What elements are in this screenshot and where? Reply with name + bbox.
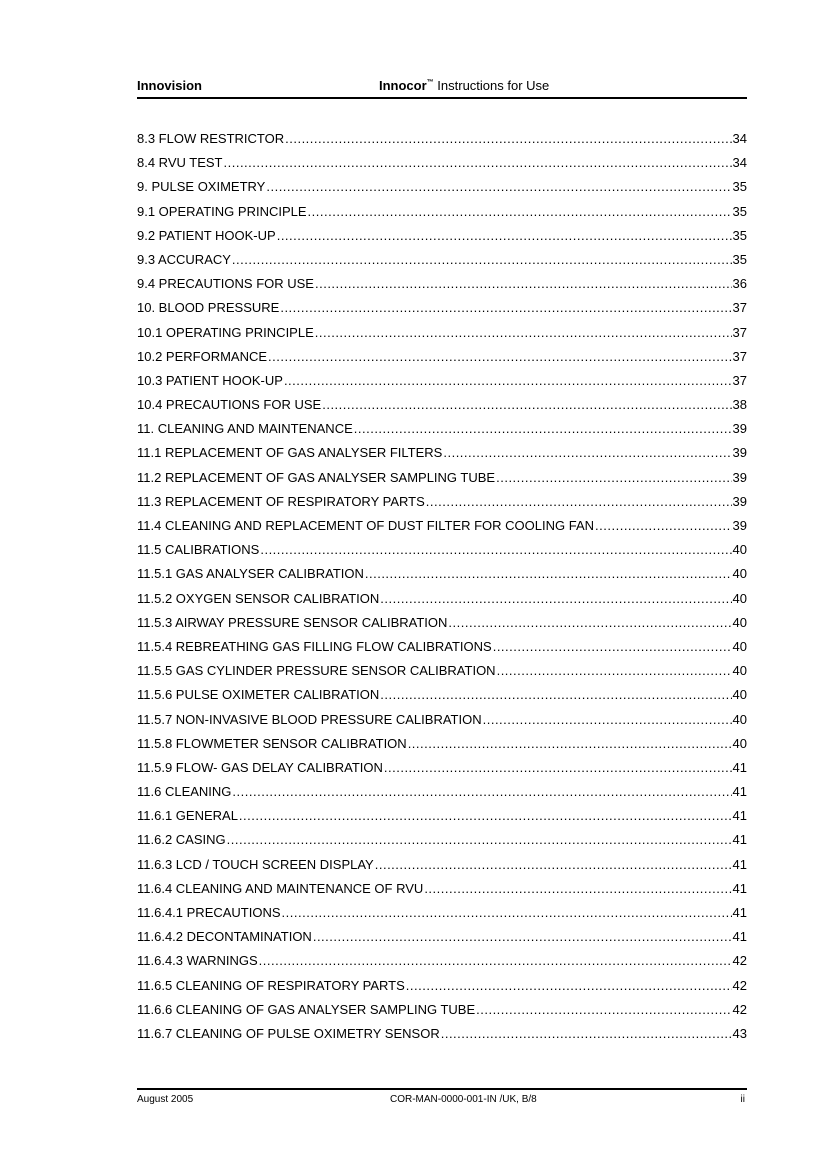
toc-entry-page: 42	[732, 977, 747, 993]
toc-dot-leader	[315, 274, 732, 294]
toc-entry-page: 39	[732, 445, 747, 461]
toc-entry-title: 11.6.5 CLEANING OF RESPIRATORY PARTS	[137, 977, 405, 993]
footer-document-number: COR-MAN-0000-001-IN /UK, B/8	[390, 1094, 537, 1105]
toc-entry-title: 11.5.6 PULSE OXIMETER CALIBRATION	[137, 687, 380, 703]
toc-entry-page: 38	[732, 397, 747, 413]
toc-dot-leader	[375, 855, 732, 875]
toc-entry-title: 9.4 PRECAUTIONS FOR USE	[137, 276, 314, 292]
toc-entry-title: 11.6.3 LCD / TOUCH SCREEN DISPLAY	[137, 856, 374, 872]
toc-entry[interactable]	[137, 637, 747, 661]
toc-entry-title: 11.5.2 OXYGEN SENSOR CALIBRATION	[137, 590, 380, 606]
toc-dot-leader	[493, 637, 732, 657]
page-footer	[137, 1088, 747, 1110]
toc-entry-title: 9.2 PATIENT HOOK-UP	[137, 227, 276, 243]
toc-entry[interactable]	[137, 564, 747, 588]
toc-entry[interactable]	[137, 879, 747, 903]
toc-entry-title: 9.1 OPERATING PRINCIPLE	[137, 203, 307, 219]
toc-entry[interactable]	[137, 685, 747, 709]
toc-entry-page: 40	[732, 542, 747, 558]
toc-entry[interactable]	[137, 153, 747, 177]
toc-entry-title: 11.1 REPLACEMENT OF GAS ANALYSER FILTERS	[137, 445, 443, 461]
toc-entry-page: 40	[732, 566, 747, 582]
toc-entry-title: 8.3 FLOW RESTRICTOR	[137, 131, 285, 146]
toc-entry-page: 37	[732, 324, 747, 340]
toc-entry-title: 11.6.2 CASING	[137, 832, 226, 848]
toc-entry-title: 11.6.6 CLEANING OF GAS ANALYSER SAMPLING TUBE	[137, 1001, 476, 1017]
toc-entry-page: 35	[732, 251, 747, 267]
toc-dot-leader	[227, 830, 732, 850]
toc-dot-leader	[595, 516, 732, 536]
toc-dot-leader	[380, 685, 731, 705]
toc-entry-page: 34	[732, 155, 747, 171]
toc-entry-page: 43	[732, 1025, 747, 1041]
toc-entry-title: 11.6.4.1 PRECAUTIONS	[137, 905, 281, 920]
toc-entry-title: 11.2 REPLACEMENT OF GAS ANALYSER SAMPLING TUBE	[137, 469, 496, 485]
toc-entry-page: 42	[732, 953, 747, 969]
toc-entry-page: 39	[732, 469, 747, 485]
toc-entry-page: 35	[732, 203, 747, 219]
toc-dot-leader	[282, 903, 732, 923]
toc-entry-title: 11.5 CALIBRATIONS	[137, 542, 260, 558]
toc-entry-page: 40	[732, 735, 747, 751]
toc-entry-title: 11.3 REPLACEMENT OF RESPIRATORY PARTS	[137, 493, 425, 509]
toc-entry-title: 11.6.4.2 DECONTAMINATION	[137, 929, 312, 945]
toc-entry-page: 36	[732, 276, 747, 292]
toc-dot-leader	[406, 976, 732, 996]
toc-dot-leader	[497, 661, 732, 681]
toc-dot-leader	[285, 129, 731, 149]
toc-entry[interactable]	[137, 419, 747, 443]
toc-entry-title: 11.6 CLEANING	[137, 784, 232, 800]
company-name: Innovision	[137, 78, 202, 93]
toc-dot-leader	[284, 371, 732, 391]
toc-entry-title: 11. CLEANING AND MAINTENANCE	[137, 421, 353, 437]
toc-dot-leader	[280, 298, 731, 318]
toc-entry-page: 37	[732, 300, 747, 316]
footer-page-number: ii	[740, 1094, 745, 1105]
toc-entry-title: 10.2 PERFORMANCE	[137, 348, 268, 364]
toc-entry-page: 39	[732, 421, 747, 437]
table-of-contents	[137, 129, 747, 1048]
footer-date: August 2005	[137, 1094, 194, 1105]
toc-entry[interactable]	[137, 903, 747, 927]
toc-dot-leader	[384, 758, 732, 778]
toc-dot-leader	[308, 202, 732, 222]
toc-dot-leader	[260, 540, 731, 560]
toc-entry-title: 10.1 OPERATING PRINCIPLE	[137, 324, 314, 340]
toc-entry-title: 10. BLOOD PRESSURE	[137, 300, 280, 316]
toc-dot-leader	[322, 395, 731, 415]
toc-dot-leader	[259, 951, 732, 971]
toc-entry-title: 10.3 PATIENT HOOK-UP	[137, 372, 283, 388]
page-header	[137, 78, 747, 99]
toc-entry-title: 11.6.7 CLEANING OF PULSE OXIMETRY SENSOR	[137, 1025, 440, 1041]
toc-entry[interactable]	[137, 806, 747, 830]
document-title-text: Instructions for Use	[437, 78, 550, 93]
toc-entry[interactable]	[137, 782, 747, 806]
toc-entry-page: 41	[732, 856, 747, 872]
toc-entry-page: 41	[732, 929, 747, 945]
toc-entry[interactable]	[137, 927, 747, 951]
toc-dot-leader	[496, 468, 731, 488]
toc-dot-leader	[426, 492, 732, 512]
toc-entry-title: 11.5.8 FLOWMETER SENSOR CALIBRATION	[137, 735, 407, 751]
toc-entry-title: 10.4 PRECAUTIONS FOR USE	[137, 397, 322, 413]
toc-entry[interactable]	[137, 202, 747, 226]
toc-entry-title: 9.3 ACCURACY	[137, 251, 231, 267]
trademark-symbol: ™	[426, 79, 434, 86]
toc-entry-title: 11.5.5 GAS CYLINDER PRESSURE SENSOR CALIBRATION	[137, 663, 496, 679]
toc-entry[interactable]	[137, 1000, 747, 1024]
toc-entry-page: 39	[732, 493, 747, 509]
toc-entry-title: 8.4 RVU TEST	[137, 155, 223, 171]
toc-entry[interactable]	[137, 177, 747, 201]
toc-entry[interactable]	[137, 323, 747, 347]
toc-entry-page: 40	[732, 711, 747, 727]
toc-entry[interactable]	[137, 710, 747, 734]
toc-dot-leader	[354, 419, 732, 439]
toc-entry-title: 11.4 CLEANING AND REPLACEMENT OF DUST FILTER FOR COOLING FAN	[137, 518, 595, 533]
toc-dot-leader	[266, 177, 731, 197]
toc-entry[interactable]	[137, 830, 747, 854]
toc-entry-title: 9. PULSE OXIMETRY	[137, 179, 266, 195]
toc-entry-page: 34	[732, 131, 747, 146]
toc-entry-page: 40	[732, 687, 747, 703]
toc-entry[interactable]	[137, 274, 747, 298]
toc-entry[interactable]	[137, 468, 747, 492]
toc-entry[interactable]	[137, 734, 747, 758]
toc-entry-title: 11.6.1 GENERAL	[137, 808, 238, 824]
toc-dot-leader	[408, 734, 732, 754]
toc-entry-title: 11.5.1 GAS ANALYSER CALIBRATION	[137, 566, 364, 582]
toc-entry-page: 37	[732, 348, 747, 364]
toc-dot-leader	[239, 806, 732, 826]
toc-entry[interactable]	[137, 589, 747, 613]
toc-entry[interactable]	[137, 226, 747, 250]
toc-entry-page: 40	[732, 590, 747, 606]
toc-entry-page: 41	[732, 784, 747, 800]
toc-entry[interactable]	[137, 298, 747, 322]
toc-entry[interactable]	[137, 347, 747, 371]
toc-entry[interactable]	[137, 613, 747, 637]
toc-dot-leader	[443, 443, 731, 463]
toc-dot-leader	[424, 879, 731, 899]
toc-dot-leader	[232, 782, 731, 802]
toc-entry-title: 11.6.4 CLEANING AND MAINTENANCE OF RVU	[137, 880, 424, 896]
toc-entry-title: 11.5.4 REBREATHING GAS FILLING FLOW CALIBRATIONS	[137, 638, 492, 654]
toc-entry-title: 11.5.7 NON-INVASIVE BLOOD PRESSURE CALIBRATION	[137, 711, 482, 727]
toc-entry[interactable]	[137, 951, 747, 975]
toc-entry-page: 35	[732, 179, 747, 195]
toc-entry-page: 41	[732, 832, 747, 848]
toc-dot-leader	[315, 323, 732, 343]
toc-entry[interactable]	[137, 855, 747, 879]
toc-entry-page: 41	[732, 759, 747, 775]
toc-entry[interactable]	[137, 976, 747, 1000]
toc-dot-leader	[224, 153, 732, 173]
toc-entry[interactable]	[137, 1024, 747, 1048]
toc-entry-page: 37	[732, 372, 747, 388]
toc-dot-leader	[483, 710, 732, 730]
toc-dot-leader	[268, 347, 731, 367]
toc-dot-leader	[380, 589, 731, 609]
toc-entry-page: 39	[732, 518, 747, 533]
toc-entry[interactable]	[137, 129, 747, 153]
toc-dot-leader	[365, 564, 732, 584]
document-title	[379, 78, 549, 93]
toc-entry-page: 40	[732, 638, 747, 654]
toc-dot-leader	[441, 1024, 732, 1044]
toc-entry[interactable]	[137, 443, 747, 467]
product-name: Innocor	[379, 78, 427, 93]
toc-entry-page: 41	[732, 880, 747, 896]
toc-entry[interactable]	[137, 395, 747, 419]
toc-entry[interactable]	[137, 492, 747, 516]
toc-entry[interactable]	[137, 516, 747, 540]
toc-dot-leader	[476, 1000, 731, 1020]
toc-dot-leader	[448, 613, 731, 633]
toc-entry[interactable]	[137, 661, 747, 685]
toc-entry[interactable]	[137, 758, 747, 782]
toc-entry-title: 11.5.3 AIRWAY PRESSURE SENSOR CALIBRATION	[137, 614, 448, 630]
toc-entry[interactable]	[137, 540, 747, 564]
toc-entry-page: 41	[732, 905, 747, 920]
toc-entry-page: 40	[732, 614, 747, 630]
toc-entry-page: 41	[732, 808, 747, 824]
toc-dot-leader	[277, 226, 732, 246]
toc-entry-title: 11.6.4.3 WARNINGS	[137, 953, 258, 969]
toc-entry-page: 42	[732, 1001, 747, 1017]
toc-entry[interactable]	[137, 250, 747, 274]
toc-dot-leader	[232, 250, 732, 270]
toc-dot-leader	[313, 927, 732, 947]
toc-entry-page: 40	[732, 663, 747, 679]
toc-entry[interactable]	[137, 371, 747, 395]
toc-entry-page: 35	[732, 227, 747, 243]
toc-entry-title: 11.5.9 FLOW- GAS DELAY CALIBRATION	[137, 759, 383, 775]
